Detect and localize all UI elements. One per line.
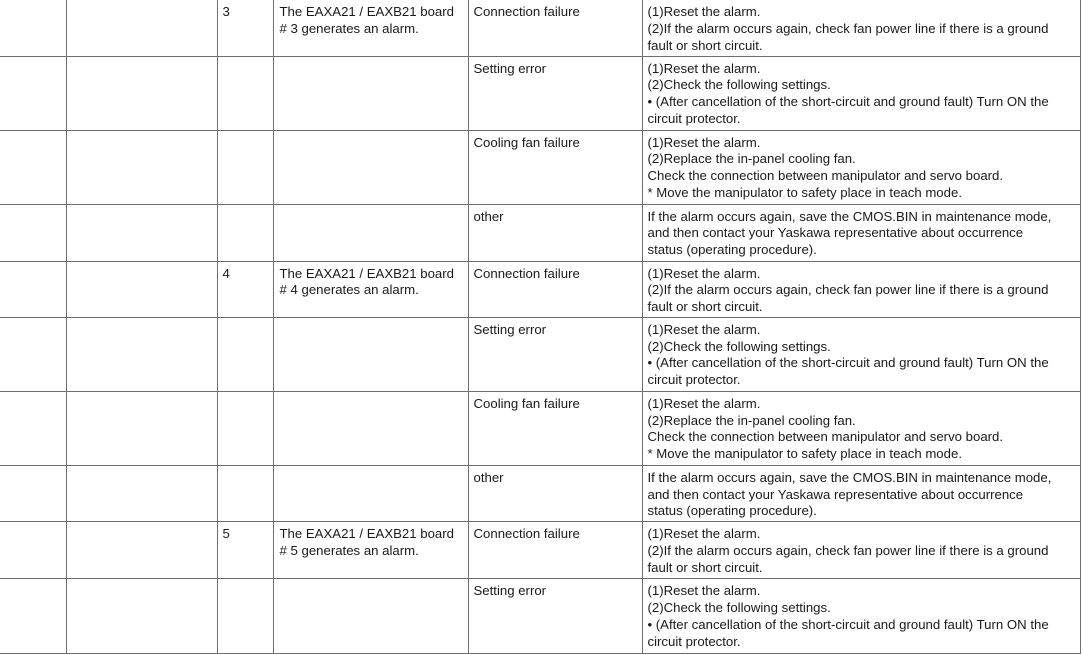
blank-cell: [66, 261, 217, 317]
alarm-description-line: # 3 generates an alarm.: [279, 20, 419, 36]
alarm-description-line: The EAXA21 / EAXB21 board: [279, 265, 454, 281]
blank-cell: [66, 317, 217, 391]
blank-cell: [0, 465, 66, 521]
remedy-cell: [642, 204, 1080, 261]
remedy-cell: [642, 317, 1080, 391]
remedy-line: (2)Replace the in-panel cooling fan.: [647, 412, 856, 428]
blank-cell: [66, 522, 217, 579]
remedy-line: (1)Reset the alarm.: [647, 583, 761, 599]
cause-cell: [468, 317, 642, 391]
remedy-line: * Move the manipulator to safety place in teach mode.: [647, 184, 962, 200]
remedy-cell: [642, 0, 1080, 56]
table-row: [0, 317, 1080, 391]
remedy-cell: [642, 465, 1080, 521]
board-number-cell: [217, 261, 273, 317]
remedy-line: • (After cancellation of the short-circuit and ground fault) Turn ON the: [647, 355, 1049, 371]
table-row: [0, 465, 1080, 521]
blank-cell: [0, 579, 66, 654]
alarm-description-cell: [273, 0, 468, 56]
table-row: [0, 0, 1080, 56]
remedy-cell: [642, 261, 1080, 317]
remedy-line: and then contact your Yaskawa representative about occurrence: [647, 225, 1024, 241]
alarm-description-line: The EAXA21 / EAXB21 board: [279, 526, 454, 542]
alarm-description-cell: [273, 130, 468, 204]
table-row: [0, 261, 1080, 317]
blank-cell: [0, 130, 66, 204]
blank-cell: [0, 56, 66, 130]
table-row: [0, 391, 1080, 465]
alarm-description-cell: [273, 391, 468, 465]
remedy-line: If the alarm occurs again, save the CMOS.BIN in maintenance mode,: [647, 469, 1052, 485]
remedy-line: and then contact your Yaskawa representative about occurrence: [647, 486, 1024, 502]
table-row: [0, 56, 1080, 130]
remedy-line: (1)Reset the alarm.: [647, 265, 761, 281]
blank-cell: [66, 0, 217, 56]
board-number: 5: [222, 526, 230, 542]
remedy-cell: [642, 391, 1080, 465]
alarm-description-line: # 4 generates an alarm.: [279, 282, 419, 298]
alarm-description-cell: [273, 579, 468, 654]
blank-cell: [66, 465, 217, 521]
cause-text: other: [473, 469, 504, 485]
board-number: 3: [222, 4, 230, 19]
remedy-line: (1)Reset the alarm.: [647, 395, 761, 411]
alarm-description-cell: [273, 465, 468, 521]
blank-cell: [66, 579, 217, 654]
alarm-description-line: # 5 generates an alarm.: [279, 543, 419, 559]
remedy-line: (2)Replace the in-panel cooling fan.: [647, 151, 856, 167]
cause-text: Cooling fan failure: [473, 134, 580, 150]
remedy-line: circuit protector.: [647, 633, 741, 649]
table-row: [0, 522, 1080, 579]
cause-text: other: [473, 208, 504, 224]
remedy-cell: [642, 579, 1080, 654]
table-row: [0, 579, 1080, 654]
blank-cell: [0, 317, 66, 391]
cause-text: Setting error: [473, 321, 547, 337]
board-number-cell: [217, 579, 273, 654]
blank-cell: [0, 522, 66, 579]
remedy-line: (2)Check the following settings.: [647, 338, 831, 354]
remedy-cell: [642, 56, 1080, 130]
alarm-description-cell: [273, 204, 468, 261]
alarm-description-cell: [273, 317, 468, 391]
board-number-cell: [217, 391, 273, 465]
board-number-cell: [217, 465, 273, 521]
remedy-line: • (After cancellation of the short-circuit and ground fault) Turn ON the: [647, 94, 1049, 110]
cause-text: Setting error: [473, 583, 547, 599]
remedy-line: fault or short circuit.: [647, 559, 763, 575]
remedy-line: status (operating procedure).: [647, 503, 817, 519]
cause-cell: [468, 579, 642, 654]
remedy-line: Check the connection between manipulator and servo board.: [647, 429, 1004, 445]
remedy-line: fault or short circuit.: [647, 37, 763, 53]
remedy-line: (2)Check the following settings.: [647, 77, 831, 93]
board-number-cell: [217, 0, 273, 56]
board-number: 4: [222, 265, 230, 281]
blank-cell: [66, 130, 217, 204]
board-number-cell: [217, 56, 273, 130]
alarm-description-line: The EAXA21 / EAXB21 board: [279, 4, 454, 19]
remedy-line: (1)Reset the alarm.: [647, 526, 761, 542]
alarm-description-cell: [273, 56, 468, 130]
blank-cell: [66, 204, 217, 261]
table-row: [0, 130, 1080, 204]
cause-cell: [468, 391, 642, 465]
blank-cell: [0, 0, 66, 56]
blank-cell: [66, 56, 217, 130]
cause-cell: [468, 56, 642, 130]
cause-cell: [468, 204, 642, 261]
remedy-line: * Move the manipulator to safety place in teach mode.: [647, 446, 962, 462]
remedy-cell: [642, 522, 1080, 579]
remedy-line: (2)If the alarm occurs again, check fan power line if there is a ground: [647, 543, 1049, 559]
remedy-line: (1)Reset the alarm.: [647, 321, 761, 337]
remedy-line: status (operating procedure).: [647, 242, 817, 258]
remedy-line: If the alarm occurs again, save the CMOS.BIN in maintenance mode,: [647, 208, 1052, 224]
alarm-description-cell: [273, 522, 468, 579]
remedy-line: Check the connection between manipulator and servo board.: [647, 168, 1004, 184]
remedy-line: (1)Reset the alarm.: [647, 60, 761, 76]
remedy-cell: [642, 130, 1080, 204]
cause-cell: [468, 130, 642, 204]
cause-text: Connection failure: [473, 265, 580, 281]
board-number-cell: [217, 522, 273, 579]
remedy-line: fault or short circuit.: [647, 299, 763, 315]
remedy-line: (2)If the alarm occurs again, check fan power line if there is a ground: [647, 20, 1049, 36]
board-number-cell: [217, 204, 273, 261]
remedy-line: • (After cancellation of the short-circuit and ground fault) Turn ON the: [647, 616, 1049, 632]
remedy-line: circuit protector.: [647, 110, 741, 126]
remedy-line: (1)Reset the alarm.: [647, 134, 761, 150]
board-number-cell: [217, 130, 273, 204]
cause-text: Cooling fan failure: [473, 395, 580, 411]
table-row: [0, 204, 1080, 261]
cause-cell: [468, 522, 642, 579]
blank-cell: [0, 261, 66, 317]
blank-cell: [0, 391, 66, 465]
cause-cell: [468, 465, 642, 521]
remedy-line: (2)If the alarm occurs again, check fan power line if there is a ground: [647, 282, 1049, 298]
blank-cell: [0, 204, 66, 261]
remedy-line: (2)Check the following settings.: [647, 600, 831, 616]
cause-cell: [468, 261, 642, 317]
remedy-line: circuit protector.: [647, 372, 741, 388]
cause-text: Connection failure: [473, 526, 580, 542]
blank-cell: [66, 391, 217, 465]
cause-cell: [468, 0, 642, 56]
cause-text: Connection failure: [473, 4, 580, 19]
cause-text: Setting error: [473, 60, 547, 76]
board-number-cell: [217, 317, 273, 391]
alarm-description-cell: [273, 261, 468, 317]
remedy-line: (1)Reset the alarm.: [647, 4, 761, 19]
